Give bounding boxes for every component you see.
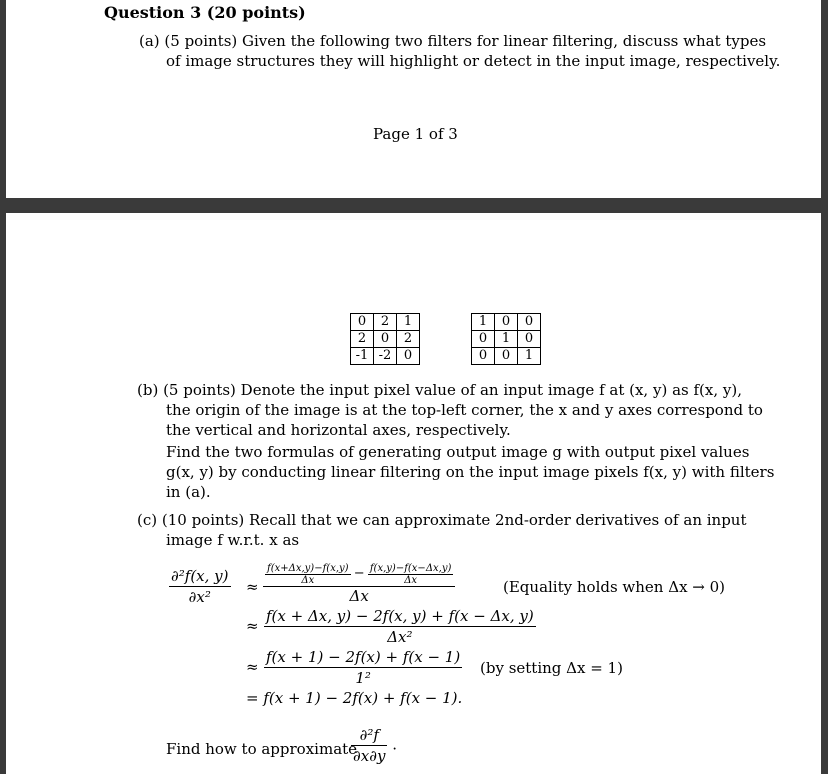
filter-2-matrix — [471, 313, 541, 365]
filter-cell: 1 — [518, 348, 541, 365]
filter-cell: 0 — [472, 348, 495, 365]
question-title: Question 3 (20 points) — [104, 3, 306, 22]
final-numerator: ∂²f — [351, 725, 387, 746]
filter-cell: 2 — [397, 331, 420, 348]
final-frac — [351, 725, 387, 766]
eq1-num-a: f(x+Δx,y)−f(x,y) — [267, 563, 349, 574]
filter-cell: 0 — [495, 348, 518, 365]
eq1-den-a: Δx — [301, 575, 315, 586]
part-b-line4: Find the two formulas of generating output image g with output pixel values — [166, 443, 750, 461]
eq2-denominator: Δx² — [387, 628, 413, 646]
eq1-frac-b — [368, 563, 454, 586]
page-2 — [6, 213, 821, 774]
filter-row — [351, 348, 420, 365]
approx-symbol-3: ≈ — [246, 658, 259, 676]
filter-cell: 0 — [518, 331, 541, 348]
part-c-line2: image f w.r.t. x as — [166, 531, 300, 549]
eq4: = f(x + 1) − 2f(x) + f(x − 1). — [246, 689, 463, 707]
filter-cell: 0 — [518, 314, 541, 331]
eq2-fraction — [264, 606, 536, 647]
part-b-line1: (b) (5 points) Denote the input pixel value of an input image f at (x, y) as f(x, y), — [137, 381, 742, 399]
filter-cell: 2 — [351, 331, 374, 348]
part-b-line2: the origin of the image is at the top-left corner, the x and y axes correspond to — [166, 401, 763, 419]
eq2-numerator: f(x + Δx, y) − 2f(x, y) + f(x − Δx, y) — [266, 607, 534, 625]
part-c-line1: (c) (10 points) Recall that we can approximate 2nd-order derivatives of an input — [137, 511, 747, 529]
eq1-note: (Equality holds when Δx → 0) — [503, 578, 726, 596]
eq1-frac-a — [265, 563, 351, 586]
eq1-outer-fraction — [263, 563, 455, 605]
filter-cell: 0 — [397, 348, 420, 365]
eq3-frac — [264, 647, 462, 688]
eq3-fraction — [264, 647, 462, 688]
eq1-den-b: Δx — [404, 575, 418, 586]
filter-row — [351, 314, 420, 331]
part-b-line3: the vertical and horizontal axes, respectively. — [166, 421, 511, 439]
lhs-derivative — [169, 566, 231, 607]
eq1-num-b: f(x,y)−f(x−Δx,y) — [369, 563, 452, 574]
filter-row — [472, 348, 541, 365]
eq1-minus: − — [353, 566, 365, 581]
filter-cell: -2 — [374, 348, 397, 365]
eq3-denominator: 1² — [355, 669, 371, 687]
final-dot: . — [392, 735, 398, 754]
eq3-numerator: f(x + 1) − 2f(x) + f(x − 1) — [266, 648, 461, 666]
approx-symbol-2: ≈ — [246, 617, 259, 635]
part-a-line2: of image structures they will highlight or detect in the input image, respectively. — [166, 52, 781, 70]
final-text: Find how to approximate — [166, 740, 358, 758]
eq3-note: (by setting Δx = 1) — [480, 659, 623, 677]
filter-cell: 0 — [374, 331, 397, 348]
filter-cell: 1 — [472, 314, 495, 331]
eq1-outer-denominator: Δx — [349, 587, 369, 605]
eq1-fraction — [263, 563, 455, 605]
page-1 — [6, 0, 821, 198]
filter-cell: 0 — [495, 314, 518, 331]
filter-1-matrix — [350, 313, 420, 365]
part-b-line6: in (a). — [166, 483, 211, 501]
filter-cell: 1 — [397, 314, 420, 331]
filter-row — [472, 331, 541, 348]
lhs-denominator: ∂x² — [188, 588, 211, 606]
eq1-outer-numerator — [263, 563, 455, 587]
filter-cell: 0 — [472, 331, 495, 348]
final-denominator: ∂x∂y — [353, 747, 386, 765]
part-b-line5: g(x, y) by conducting linear filtering on the input image pixels f(x, y) with filters — [166, 463, 775, 481]
filter-cell: 2 — [374, 314, 397, 331]
filter-row — [351, 331, 420, 348]
filter-cell: 1 — [495, 331, 518, 348]
filter-row — [472, 314, 541, 331]
part-a-line1: (a) (5 points) Given the following two filters for linear filtering, discuss what types — [139, 32, 767, 50]
approx-symbol-1: ≈ — [246, 578, 259, 596]
page-footer: Page 1 of 3 — [373, 125, 458, 143]
filter-cell: -1 — [351, 348, 374, 365]
filter-cell: 0 — [351, 314, 374, 331]
lhs-numerator: ∂²f(x, y) — [171, 567, 229, 585]
eq2-frac — [264, 606, 536, 647]
lhs-fraction — [169, 566, 231, 607]
final-fraction — [351, 725, 397, 766]
